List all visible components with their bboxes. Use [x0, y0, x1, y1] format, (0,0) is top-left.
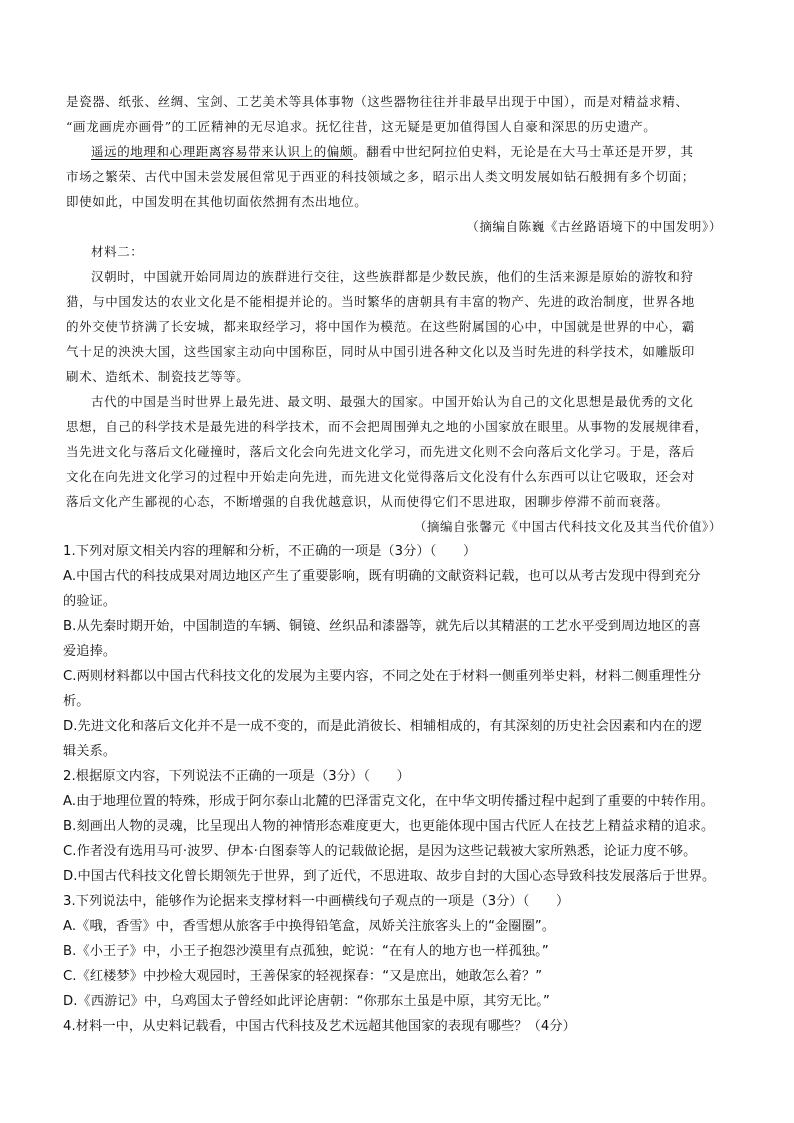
q3-option-d: D.《西游记》中，乌鸡国太子曾经如此评论唐朝：“你那东土虽是中原，其穷无比。” — [63, 994, 550, 1009]
q2-option-c: C.作者没有选用马可·波罗、伊本·白图泰等人的记载做论据，是因为这些记载被大家所熟悉，论证力度不够。 — [63, 844, 697, 859]
material2-p1-line1: 汉朝时，中国就开始同周边的族群进行交往，这些族群都是少数民族，他们的生活来源是原始的游牧和狩 — [91, 269, 694, 284]
q1-option-b-line2: 爱追捧。 — [63, 644, 117, 659]
q2-option-a: A.由于地理位置的特殊，形成于阿尔泰山北麓的巴泽雷克文化，在中华文明传播过程中起到了重要的中转作用。 — [63, 794, 714, 809]
material1-p1-line1: 是瓷器、纸张、丝绸、宝剑、工艺美术等具体事物（这些器物往往并非最早出现于中国），而是对精益求精、 — [66, 94, 689, 109]
q1-option-d-line1: D.先进文化和落后文化并不是一成不变的，而是此消彼长、相辅相成的，有其深刻的历史社会因素和内在的逻 — [63, 719, 703, 734]
q1-option-d-line2: 辑关系。 — [63, 744, 117, 759]
q1-option-a-line1: A.中国古代的科技成果对周边地区产生了重要影响，既有明确的文献资料记载，也可以从考古发现中得到充分 — [63, 569, 701, 584]
material2-heading: 材料二： — [91, 244, 144, 259]
material2-p1-line5: 刷术、造纸术、制瓷技艺等等。 — [66, 369, 250, 384]
material2-p1-line4: 气十足的泱泱大国，这些国家主动向中国称臣，同时从中国引进各种文化以及当时先进的科学技术，如雕版印 — [66, 344, 695, 359]
material2-p1-line2: 猎，与中国发达的农业文化是不能相提并论的。当时繁华的唐朝具有丰富的物产、先进的政治制度，世界各地 — [66, 294, 695, 309]
material1-p2-line1 — [91, 146, 694, 159]
material1-p2-line2: 市场之繁荣、古代中国未尝发展但常见于西亚的科技领域之多，昭示出人类文明发展如钻石般拥有多个切面； — [66, 169, 695, 184]
q3-option-a: A.《哦，香雪》中，香雪想从旅客手中换得铅笔盒，凤娇关注旅客头上的“金圈圈”。 — [63, 919, 556, 934]
q3-stem: 3.下列说法中，能够作为论据来支撑材料一中画横线句子观点的一项是（3分）（ ） — [63, 894, 570, 909]
material2-source: （摘编自张馨元《中国古代科技文化及其当代价值》） — [413, 519, 722, 534]
material1-p2-line3: 即使如此，中国发明在其他切面依然拥有杰出地位。 — [66, 194, 368, 209]
q2-option-d: D.中国古代科技文化曾长期领先于世界，到了近代，不思进取、故步自封的大国心态导致科技发展落后于世界。 — [63, 869, 716, 884]
q1-option-c-line2: 析。 — [63, 694, 90, 709]
q2-option-b: B.刻画出人物的灵魂，比呈现出人物的神情形态难度更大，也更能体现中国古代匠人在技艺上精益求精的追求。 — [63, 819, 715, 834]
material1-p1-line2: “画龙画虎亦画骨”的工匠精神的无尽追求。抚忆往昔，这无疑是更加值得国人自豪和深思的历史遗产。 — [66, 119, 657, 134]
material2-p2-line3: 当先进文化与落后文化碰撞时，落后文化会向先进文化学习，而先进文化则不会向落后文化学习。于是，落后 — [66, 444, 695, 459]
underlined-sentence: 遥远的地理和心理距离容易带来认识上的偏颇 — [91, 144, 354, 159]
q1-option-a-line2: 的验证。 — [63, 594, 117, 609]
q1-option-b-line1: B.从先秦时期开始，中国制造的车辆、铜镜、丝织品和漆器等，就先后以其精湛的工艺水平受到周边地区的喜 — [63, 619, 701, 634]
q3-option-c: C.《红楼梦》中抄检大观园时，王善保家的轻视探春：“又是庶出，她敢怎么着？” — [63, 969, 543, 984]
q1-option-c-line1: C.两则材料都以中国古代科技文化的发展为主要内容，不同之处在于材料一侧重列举史料，材料二侧重理性分 — [63, 669, 702, 684]
material2-p1-line3: 的外交使节挤满了长安城，都来取经学习，将中国作为模范。在这些附属国的心中，中国就是世界的中心，霸 — [66, 319, 695, 334]
material1-source: （摘编自陈巍《古丝路语境下的中国发明》） — [466, 219, 722, 234]
material2-p2-line2: 思想，自己的科学技术是最先进的科学技术，而不会把周围弹丸之地的小国家放在眼里。从事物的发展规律看， — [66, 419, 708, 434]
q4-stem: 4.材料一中，从史料记载看，中国古代科技及艺术远超其他国家的表现有哪些？（4分） — [63, 1019, 576, 1034]
q2-stem: 2.根据原文内容，下列说法不正确的一项是（3分）（ ） — [63, 769, 410, 784]
material1-p2-line1-rest: 。翻看中世纪阿拉伯史料，无论是在大马士革还是开罗，其 — [353, 144, 694, 159]
material2-p2-line4: 文化在向先进文化学习的过程中开始走向先进，而先进文化觉得落后文化没有什么东西可以让它吸取，还会对 — [66, 469, 695, 484]
material2-p2-line1: 古代的中国是当时世界上最先进、最文明、最强大的国家。中国开始认为自己的文化思想是最优秀的文化 — [91, 394, 694, 409]
q1-stem: 1.下列对原文相关内容的理解和分析，不正确的一项是（3分）（ ） — [63, 544, 477, 559]
material2-p2-line5: 落后文化产生鄙视的心态，不断增强的自我优越意识，从而使得它们不思进取，困聊步停滞不前而衰落。 — [66, 494, 669, 509]
q3-option-b: B.《小王子》中，小王子抱怨沙漠里有点孤独，蛇说：“在有人的地方也一样孤独。” — [63, 944, 549, 959]
